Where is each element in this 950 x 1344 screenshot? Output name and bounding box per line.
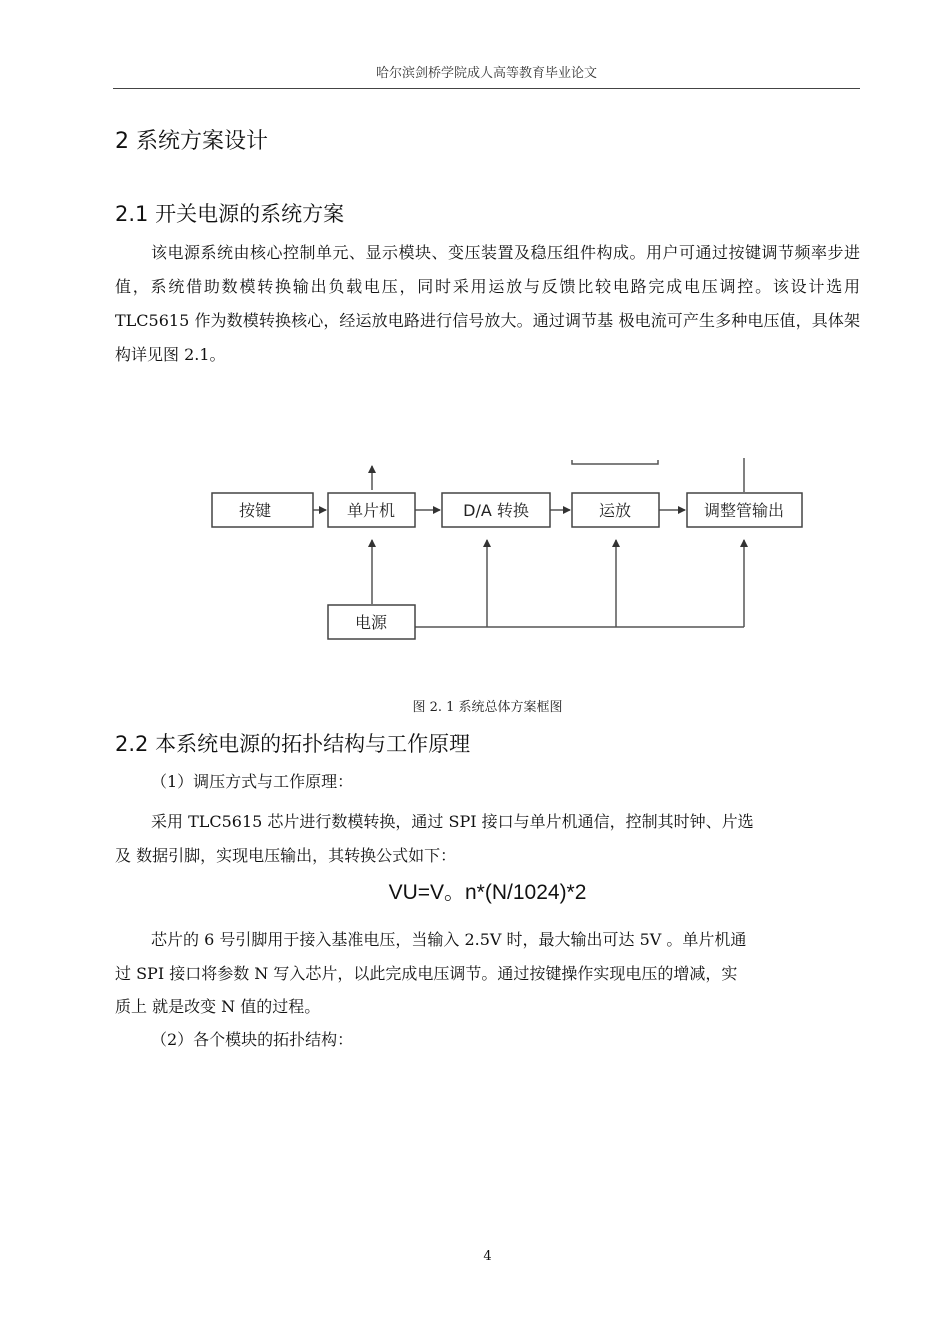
block-label-regulator: 调整管输出 <box>703 501 785 520</box>
chapter-title: 2 系统方案设计 <box>115 129 268 154</box>
para1-line1: 采用 TLC5615 芯片进行数模转换，通过 SPI 接口与单片机通信，控制其时钟、片选 <box>151 812 754 831</box>
para2-line2: 过 SPI 接口将参数 N 写入芯片，以此完成电压调节。通过按键操作实现电压的增减，实 <box>115 964 738 983</box>
page-number: 4 <box>483 1249 492 1264</box>
section-2-2-title: 2.2 本系统电源的拓扑结构与工作原理 <box>115 732 471 756</box>
para1-line2: 及 数据引脚，实现电压输出，其转换公式如下： <box>115 846 457 865</box>
item-1-heading: （1）调压方式与工作原理： <box>151 772 354 791</box>
section-2-1-paragraph: 该电源系统由核心控制单元、显示模块、变压装置及稳压组件构成。用户可通过按键调节频率步进值，系统借助数模转换输出负载电压，同时采用运放与反馈比较电路完成电压调控。该设计选用 TLC5615 作为数模转换核心，经运放电路进行信号放大。通过调节基 极电流可产生多种电压值，具体架构详见图 2.1。 <box>115 243 860 364</box>
header-rule <box>113 88 860 89</box>
page-header: 哈尔滨剑桥学院成人高等教育毕业论文 <box>375 66 597 81</box>
para2-line3: 质上 就是改变 N 值的过程。 <box>115 997 321 1016</box>
block-label-key: 按键 <box>238 501 272 520</box>
system-block-diagram <box>200 452 820 647</box>
conversion-formula: VU=V。n*(N/1024)*2 <box>388 881 587 904</box>
section-2-1-title: 2.1 开关电源的系统方案 <box>115 202 345 226</box>
block-label-dac: D/A 转换 <box>463 501 529 520</box>
para2-line1: 芯片的 6 号引脚用于接入基准电压，当输入 2.5V 时，最大输出可达 5V 。单片机通 <box>151 930 747 949</box>
op-amp-feedback-bracket <box>572 460 658 464</box>
block-label-mcu: 单片机 <box>346 501 396 520</box>
figure-caption: 图 2. 1 系统总体方案框图 <box>412 700 563 715</box>
block-label-power: 电源 <box>354 613 388 632</box>
item-2-heading: （2）各个模块的拓扑结构： <box>151 1030 354 1049</box>
block-label-opamp: 运放 <box>598 501 632 520</box>
